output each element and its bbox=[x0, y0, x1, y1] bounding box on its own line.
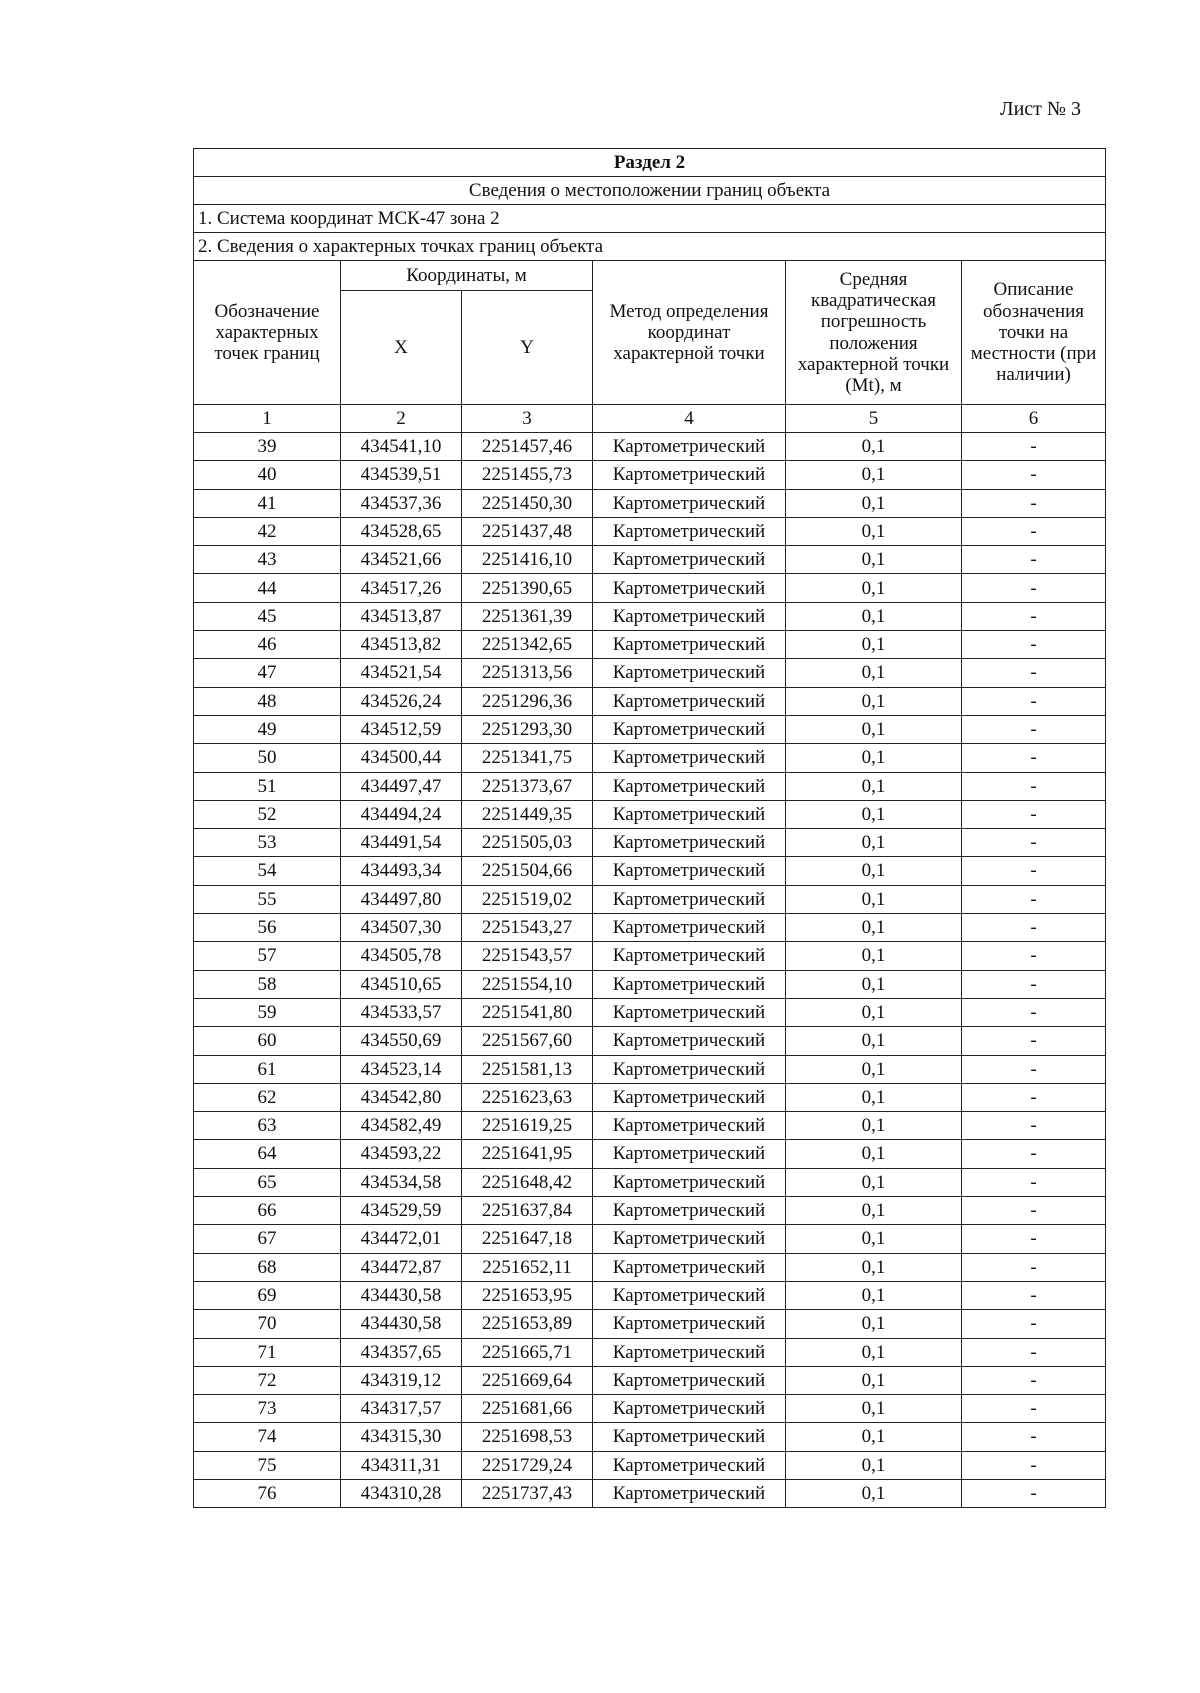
table-row bbox=[194, 546, 1106, 574]
description-cell: - bbox=[962, 1366, 1106, 1394]
point-id-cell: 51 bbox=[194, 772, 341, 800]
table-row bbox=[194, 772, 1106, 800]
method-cell: Картометрический bbox=[593, 1338, 786, 1366]
x-cell: 434512,59 bbox=[341, 715, 462, 743]
y-cell: 2251296,36 bbox=[462, 687, 593, 715]
x-cell: 434357,65 bbox=[341, 1338, 462, 1366]
error-cell: 0,1 bbox=[786, 857, 962, 885]
error-cell: 0,1 bbox=[786, 829, 962, 857]
table-row bbox=[194, 631, 1106, 659]
description-cell: - bbox=[962, 857, 1106, 885]
x-cell: 434539,51 bbox=[341, 461, 462, 489]
method-cell: Картометрический bbox=[593, 1055, 786, 1083]
method-cell: Картометрический bbox=[593, 1140, 786, 1168]
x-cell: 434507,30 bbox=[341, 914, 462, 942]
method-cell: Картометрический bbox=[593, 1112, 786, 1140]
y-cell: 2251698,53 bbox=[462, 1423, 593, 1451]
x-cell: 434526,24 bbox=[341, 687, 462, 715]
y-cell: 2251619,25 bbox=[462, 1112, 593, 1140]
y-cell: 2251361,39 bbox=[462, 602, 593, 630]
method-cell: Картометрический bbox=[593, 1168, 786, 1196]
x-cell: 434430,58 bbox=[341, 1281, 462, 1309]
point-id-cell: 64 bbox=[194, 1140, 341, 1168]
x-cell: 434500,44 bbox=[341, 744, 462, 772]
table-row bbox=[194, 1055, 1106, 1083]
description-cell: - bbox=[962, 1479, 1106, 1507]
y-cell: 2251729,24 bbox=[462, 1451, 593, 1479]
column-number: 3 bbox=[462, 405, 593, 433]
y-cell: 2251653,95 bbox=[462, 1281, 593, 1309]
point-id-cell: 72 bbox=[194, 1366, 341, 1394]
y-cell: 2251543,57 bbox=[462, 942, 593, 970]
y-cell: 2251455,73 bbox=[462, 461, 593, 489]
method-cell: Картометрический bbox=[593, 659, 786, 687]
table-row bbox=[194, 744, 1106, 772]
description-cell: - bbox=[962, 631, 1106, 659]
error-cell: 0,1 bbox=[786, 744, 962, 772]
table-row bbox=[194, 1395, 1106, 1423]
point-id-cell: 52 bbox=[194, 800, 341, 828]
x-cell: 434541,10 bbox=[341, 433, 462, 461]
description-cell: - bbox=[962, 1423, 1106, 1451]
point-id-cell: 41 bbox=[194, 489, 341, 517]
method-cell: Картометрический bbox=[593, 602, 786, 630]
point-id-cell: 54 bbox=[194, 857, 341, 885]
method-cell: Картометрический bbox=[593, 1281, 786, 1309]
header-method: Метод определения координат характерной точки bbox=[593, 261, 786, 405]
description-cell: - bbox=[962, 1168, 1106, 1196]
y-cell: 2251681,66 bbox=[462, 1395, 593, 1423]
description-cell: - bbox=[962, 1112, 1106, 1140]
description-cell: - bbox=[962, 829, 1106, 857]
table-row bbox=[194, 1310, 1106, 1338]
description-cell: - bbox=[962, 461, 1106, 489]
point-id-cell: 73 bbox=[194, 1395, 341, 1423]
y-cell: 2251581,13 bbox=[462, 1055, 593, 1083]
description-cell: - bbox=[962, 1027, 1106, 1055]
point-id-cell: 56 bbox=[194, 914, 341, 942]
y-cell: 2251416,10 bbox=[462, 546, 593, 574]
table-row bbox=[194, 914, 1106, 942]
error-cell: 0,1 bbox=[786, 687, 962, 715]
y-cell: 2251737,43 bbox=[462, 1479, 593, 1507]
method-cell: Картометрический bbox=[593, 772, 786, 800]
x-cell: 434315,30 bbox=[341, 1423, 462, 1451]
description-cell: - bbox=[962, 914, 1106, 942]
method-cell: Картометрический bbox=[593, 1479, 786, 1507]
y-cell: 2251648,42 bbox=[462, 1168, 593, 1196]
y-cell: 2251665,71 bbox=[462, 1338, 593, 1366]
error-cell: 0,1 bbox=[786, 461, 962, 489]
y-cell: 2251504,66 bbox=[462, 857, 593, 885]
point-id-cell: 46 bbox=[194, 631, 341, 659]
y-cell: 2251541,80 bbox=[462, 998, 593, 1026]
error-cell: 0,1 bbox=[786, 970, 962, 998]
description-cell: - bbox=[962, 1197, 1106, 1225]
x-cell: 434513,82 bbox=[341, 631, 462, 659]
description-cell: - bbox=[962, 1451, 1106, 1479]
column-number: 4 bbox=[593, 405, 786, 433]
x-cell: 434510,65 bbox=[341, 970, 462, 998]
error-cell: 0,1 bbox=[786, 1451, 962, 1479]
y-cell: 2251342,65 bbox=[462, 631, 593, 659]
error-cell: 0,1 bbox=[786, 914, 962, 942]
x-cell: 434491,54 bbox=[341, 829, 462, 857]
table-row bbox=[194, 433, 1106, 461]
point-id-cell: 55 bbox=[194, 885, 341, 913]
point-id-cell: 49 bbox=[194, 715, 341, 743]
error-cell: 0,1 bbox=[786, 602, 962, 630]
point-id-cell: 45 bbox=[194, 602, 341, 630]
error-cell: 0,1 bbox=[786, 1395, 962, 1423]
header-x: X bbox=[341, 291, 462, 405]
error-cell: 0,1 bbox=[786, 885, 962, 913]
error-cell: 0,1 bbox=[786, 1281, 962, 1309]
y-cell: 2251449,35 bbox=[462, 800, 593, 828]
table-row bbox=[194, 1225, 1106, 1253]
point-id-cell: 42 bbox=[194, 517, 341, 545]
x-cell: 434513,87 bbox=[341, 602, 462, 630]
x-cell: 434472,01 bbox=[341, 1225, 462, 1253]
point-id-cell: 61 bbox=[194, 1055, 341, 1083]
error-cell: 0,1 bbox=[786, 659, 962, 687]
column-number: 1 bbox=[194, 405, 341, 433]
x-cell: 434542,80 bbox=[341, 1083, 462, 1111]
point-id-cell: 74 bbox=[194, 1423, 341, 1451]
header-point: Обозначение характерных точек границ bbox=[194, 261, 341, 405]
error-cell: 0,1 bbox=[786, 715, 962, 743]
y-cell: 2251450,30 bbox=[462, 489, 593, 517]
point-id-cell: 70 bbox=[194, 1310, 341, 1338]
y-cell: 2251637,84 bbox=[462, 1197, 593, 1225]
description-cell: - bbox=[962, 1225, 1106, 1253]
point-id-cell: 53 bbox=[194, 829, 341, 857]
section-title: Раздел 2 bbox=[194, 149, 1106, 177]
table-row bbox=[194, 1197, 1106, 1225]
table-row bbox=[194, 687, 1106, 715]
error-cell: 0,1 bbox=[786, 1083, 962, 1111]
table-row bbox=[194, 1027, 1106, 1055]
y-cell: 2251669,64 bbox=[462, 1366, 593, 1394]
point-id-cell: 75 bbox=[194, 1451, 341, 1479]
point-id-cell: 68 bbox=[194, 1253, 341, 1281]
error-cell: 0,1 bbox=[786, 517, 962, 545]
description-cell: - bbox=[962, 744, 1106, 772]
x-cell: 434533,57 bbox=[341, 998, 462, 1026]
method-cell: Картометрический bbox=[593, 631, 786, 659]
point-id-cell: 67 bbox=[194, 1225, 341, 1253]
point-id-cell: 60 bbox=[194, 1027, 341, 1055]
y-cell: 2251505,03 bbox=[462, 829, 593, 857]
point-id-cell: 43 bbox=[194, 546, 341, 574]
point-id-cell: 66 bbox=[194, 1197, 341, 1225]
description-cell: - bbox=[962, 1310, 1106, 1338]
method-cell: Картометрический bbox=[593, 1310, 786, 1338]
method-cell: Картометрический bbox=[593, 1395, 786, 1423]
x-cell: 434534,58 bbox=[341, 1168, 462, 1196]
table-row bbox=[194, 461, 1106, 489]
table-row bbox=[194, 857, 1106, 885]
method-cell: Картометрический bbox=[593, 970, 786, 998]
description-cell: - bbox=[962, 885, 1106, 913]
method-cell: Картометрический bbox=[593, 1225, 786, 1253]
point-id-cell: 44 bbox=[194, 574, 341, 602]
description-cell: - bbox=[962, 998, 1106, 1026]
x-cell: 434311,31 bbox=[341, 1451, 462, 1479]
method-cell: Картометрический bbox=[593, 744, 786, 772]
x-cell: 434537,36 bbox=[341, 489, 462, 517]
boundary-points-table bbox=[193, 148, 1106, 1508]
description-cell: - bbox=[962, 1338, 1106, 1366]
x-cell: 434497,47 bbox=[341, 772, 462, 800]
column-number: 6 bbox=[962, 405, 1106, 433]
x-cell: 434521,54 bbox=[341, 659, 462, 687]
description-cell: - bbox=[962, 715, 1106, 743]
method-cell: Картометрический bbox=[593, 1083, 786, 1111]
description-cell: - bbox=[962, 489, 1106, 517]
method-cell: Картометрический bbox=[593, 1197, 786, 1225]
error-cell: 0,1 bbox=[786, 1253, 962, 1281]
section-subtitle: Сведения о местоположении границ объекта bbox=[194, 177, 1106, 205]
point-id-cell: 40 bbox=[194, 461, 341, 489]
y-cell: 2251623,63 bbox=[462, 1083, 593, 1111]
method-cell: Картометрический bbox=[593, 461, 786, 489]
error-cell: 0,1 bbox=[786, 800, 962, 828]
x-cell: 434523,14 bbox=[341, 1055, 462, 1083]
point-id-cell: 48 bbox=[194, 687, 341, 715]
error-cell: 0,1 bbox=[786, 1140, 962, 1168]
x-cell: 434528,65 bbox=[341, 517, 462, 545]
x-cell: 434593,22 bbox=[341, 1140, 462, 1168]
table-row bbox=[194, 800, 1106, 828]
method-cell: Картометрический bbox=[593, 517, 786, 545]
header-y: Y bbox=[462, 291, 593, 405]
error-cell: 0,1 bbox=[786, 489, 962, 517]
header-coordinates: Координаты, м bbox=[341, 261, 593, 291]
table-row bbox=[194, 1366, 1106, 1394]
y-cell: 2251653,89 bbox=[462, 1310, 593, 1338]
description-cell: - bbox=[962, 1395, 1106, 1423]
error-cell: 0,1 bbox=[786, 1168, 962, 1196]
description-cell: - bbox=[962, 942, 1106, 970]
x-cell: 434497,80 bbox=[341, 885, 462, 913]
table-row bbox=[194, 659, 1106, 687]
point-id-cell: 63 bbox=[194, 1112, 341, 1140]
table-row bbox=[194, 1083, 1106, 1111]
y-cell: 2251313,56 bbox=[462, 659, 593, 687]
table-row bbox=[194, 998, 1106, 1026]
y-cell: 2251567,60 bbox=[462, 1027, 593, 1055]
point-id-cell: 69 bbox=[194, 1281, 341, 1309]
method-cell: Картометрический bbox=[593, 998, 786, 1026]
y-cell: 2251341,75 bbox=[462, 744, 593, 772]
error-cell: 0,1 bbox=[786, 433, 962, 461]
table-row bbox=[194, 1253, 1106, 1281]
description-cell: - bbox=[962, 574, 1106, 602]
point-id-cell: 58 bbox=[194, 970, 341, 998]
method-cell: Картометрический bbox=[593, 942, 786, 970]
method-cell: Картометрический bbox=[593, 885, 786, 913]
description-cell: - bbox=[962, 1281, 1106, 1309]
method-cell: Картометрический bbox=[593, 1423, 786, 1451]
error-cell: 0,1 bbox=[786, 942, 962, 970]
table-row bbox=[194, 885, 1106, 913]
x-cell: 434319,12 bbox=[341, 1366, 462, 1394]
table-row bbox=[194, 829, 1106, 857]
error-cell: 0,1 bbox=[786, 1338, 962, 1366]
error-cell: 0,1 bbox=[786, 1055, 962, 1083]
point-id-cell: 62 bbox=[194, 1083, 341, 1111]
method-cell: Картометрический bbox=[593, 914, 786, 942]
table-body bbox=[194, 433, 1106, 1508]
error-cell: 0,1 bbox=[786, 1197, 962, 1225]
y-cell: 2251647,18 bbox=[462, 1225, 593, 1253]
description-cell: - bbox=[962, 1253, 1106, 1281]
table-row bbox=[194, 574, 1106, 602]
y-cell: 2251457,46 bbox=[462, 433, 593, 461]
y-cell: 2251293,30 bbox=[462, 715, 593, 743]
method-cell: Картометрический bbox=[593, 715, 786, 743]
y-cell: 2251390,65 bbox=[462, 574, 593, 602]
error-cell: 0,1 bbox=[786, 772, 962, 800]
description-cell: - bbox=[962, 687, 1106, 715]
error-cell: 0,1 bbox=[786, 631, 962, 659]
table-row bbox=[194, 715, 1106, 743]
method-cell: Картометрический bbox=[593, 489, 786, 517]
y-cell: 2251373,67 bbox=[462, 772, 593, 800]
description-cell: - bbox=[962, 517, 1106, 545]
point-id-cell: 59 bbox=[194, 998, 341, 1026]
column-number: 2 bbox=[341, 405, 462, 433]
column-number: 5 bbox=[786, 405, 962, 433]
description-cell: - bbox=[962, 546, 1106, 574]
error-cell: 0,1 bbox=[786, 1225, 962, 1253]
table-row bbox=[194, 942, 1106, 970]
method-cell: Картометрический bbox=[593, 829, 786, 857]
column-numbers-row bbox=[194, 405, 1106, 433]
point-id-cell: 71 bbox=[194, 1338, 341, 1366]
y-cell: 2251554,10 bbox=[462, 970, 593, 998]
x-cell: 434472,87 bbox=[341, 1253, 462, 1281]
point-id-cell: 47 bbox=[194, 659, 341, 687]
description-cell: - bbox=[962, 1083, 1106, 1111]
coordinate-system: 1. Система координат МСК-47 зона 2 bbox=[194, 205, 1106, 233]
table-row bbox=[194, 1338, 1106, 1366]
error-cell: 0,1 bbox=[786, 1310, 962, 1338]
error-cell: 0,1 bbox=[786, 1479, 962, 1507]
points-title: 2. Сведения о характерных точках границ объекта bbox=[194, 233, 1106, 261]
error-cell: 0,1 bbox=[786, 574, 962, 602]
method-cell: Картометрический bbox=[593, 1451, 786, 1479]
y-cell: 2251519,02 bbox=[462, 885, 593, 913]
table-row bbox=[194, 1451, 1106, 1479]
method-cell: Картометрический bbox=[593, 433, 786, 461]
x-cell: 434529,59 bbox=[341, 1197, 462, 1225]
x-cell: 434493,34 bbox=[341, 857, 462, 885]
method-cell: Картометрический bbox=[593, 1027, 786, 1055]
description-cell: - bbox=[962, 970, 1106, 998]
table-row bbox=[194, 1281, 1106, 1309]
table-row bbox=[194, 602, 1106, 630]
table-row bbox=[194, 1112, 1106, 1140]
sheet-number: Лист № 3 bbox=[1000, 98, 1081, 120]
description-cell: - bbox=[962, 1140, 1106, 1168]
description-cell: - bbox=[962, 1055, 1106, 1083]
method-cell: Картометрический bbox=[593, 800, 786, 828]
point-id-cell: 76 bbox=[194, 1479, 341, 1507]
y-cell: 2251652,11 bbox=[462, 1253, 593, 1281]
table-row bbox=[194, 1140, 1106, 1168]
description-cell: - bbox=[962, 659, 1106, 687]
table-row bbox=[194, 1423, 1106, 1451]
error-cell: 0,1 bbox=[786, 1423, 962, 1451]
x-cell: 434521,66 bbox=[341, 546, 462, 574]
table-row bbox=[194, 970, 1106, 998]
table-row bbox=[194, 1479, 1106, 1507]
x-cell: 434505,78 bbox=[341, 942, 462, 970]
method-cell: Картометрический bbox=[593, 574, 786, 602]
y-cell: 2251641,95 bbox=[462, 1140, 593, 1168]
y-cell: 2251543,27 bbox=[462, 914, 593, 942]
x-cell: 434430,58 bbox=[341, 1310, 462, 1338]
x-cell: 434494,24 bbox=[341, 800, 462, 828]
method-cell: Картометрический bbox=[593, 687, 786, 715]
description-cell: - bbox=[962, 602, 1106, 630]
x-cell: 434317,57 bbox=[341, 1395, 462, 1423]
point-id-cell: 57 bbox=[194, 942, 341, 970]
table-row bbox=[194, 517, 1106, 545]
point-id-cell: 39 bbox=[194, 433, 341, 461]
method-cell: Картометрический bbox=[593, 1253, 786, 1281]
description-cell: - bbox=[962, 433, 1106, 461]
error-cell: 0,1 bbox=[786, 1112, 962, 1140]
x-cell: 434517,26 bbox=[341, 574, 462, 602]
description-cell: - bbox=[962, 772, 1106, 800]
error-cell: 0,1 bbox=[786, 546, 962, 574]
method-cell: Картометрический bbox=[593, 1366, 786, 1394]
x-cell: 434310,28 bbox=[341, 1479, 462, 1507]
point-id-cell: 50 bbox=[194, 744, 341, 772]
error-cell: 0,1 bbox=[786, 1027, 962, 1055]
error-cell: 0,1 bbox=[786, 998, 962, 1026]
header-error: Средняя квадратическая погрешность положения характерной точки (Mt), м bbox=[786, 261, 962, 405]
description-cell: - bbox=[962, 800, 1106, 828]
y-cell: 2251437,48 bbox=[462, 517, 593, 545]
x-cell: 434582,49 bbox=[341, 1112, 462, 1140]
error-cell: 0,1 bbox=[786, 1366, 962, 1394]
method-cell: Картометрический bbox=[593, 857, 786, 885]
x-cell: 434550,69 bbox=[341, 1027, 462, 1055]
point-id-cell: 65 bbox=[194, 1168, 341, 1196]
header-description: Описание обозначения точки на местности (при наличии) bbox=[962, 261, 1106, 405]
table-row bbox=[194, 489, 1106, 517]
method-cell: Картометрический bbox=[593, 546, 786, 574]
table-row bbox=[194, 1168, 1106, 1196]
